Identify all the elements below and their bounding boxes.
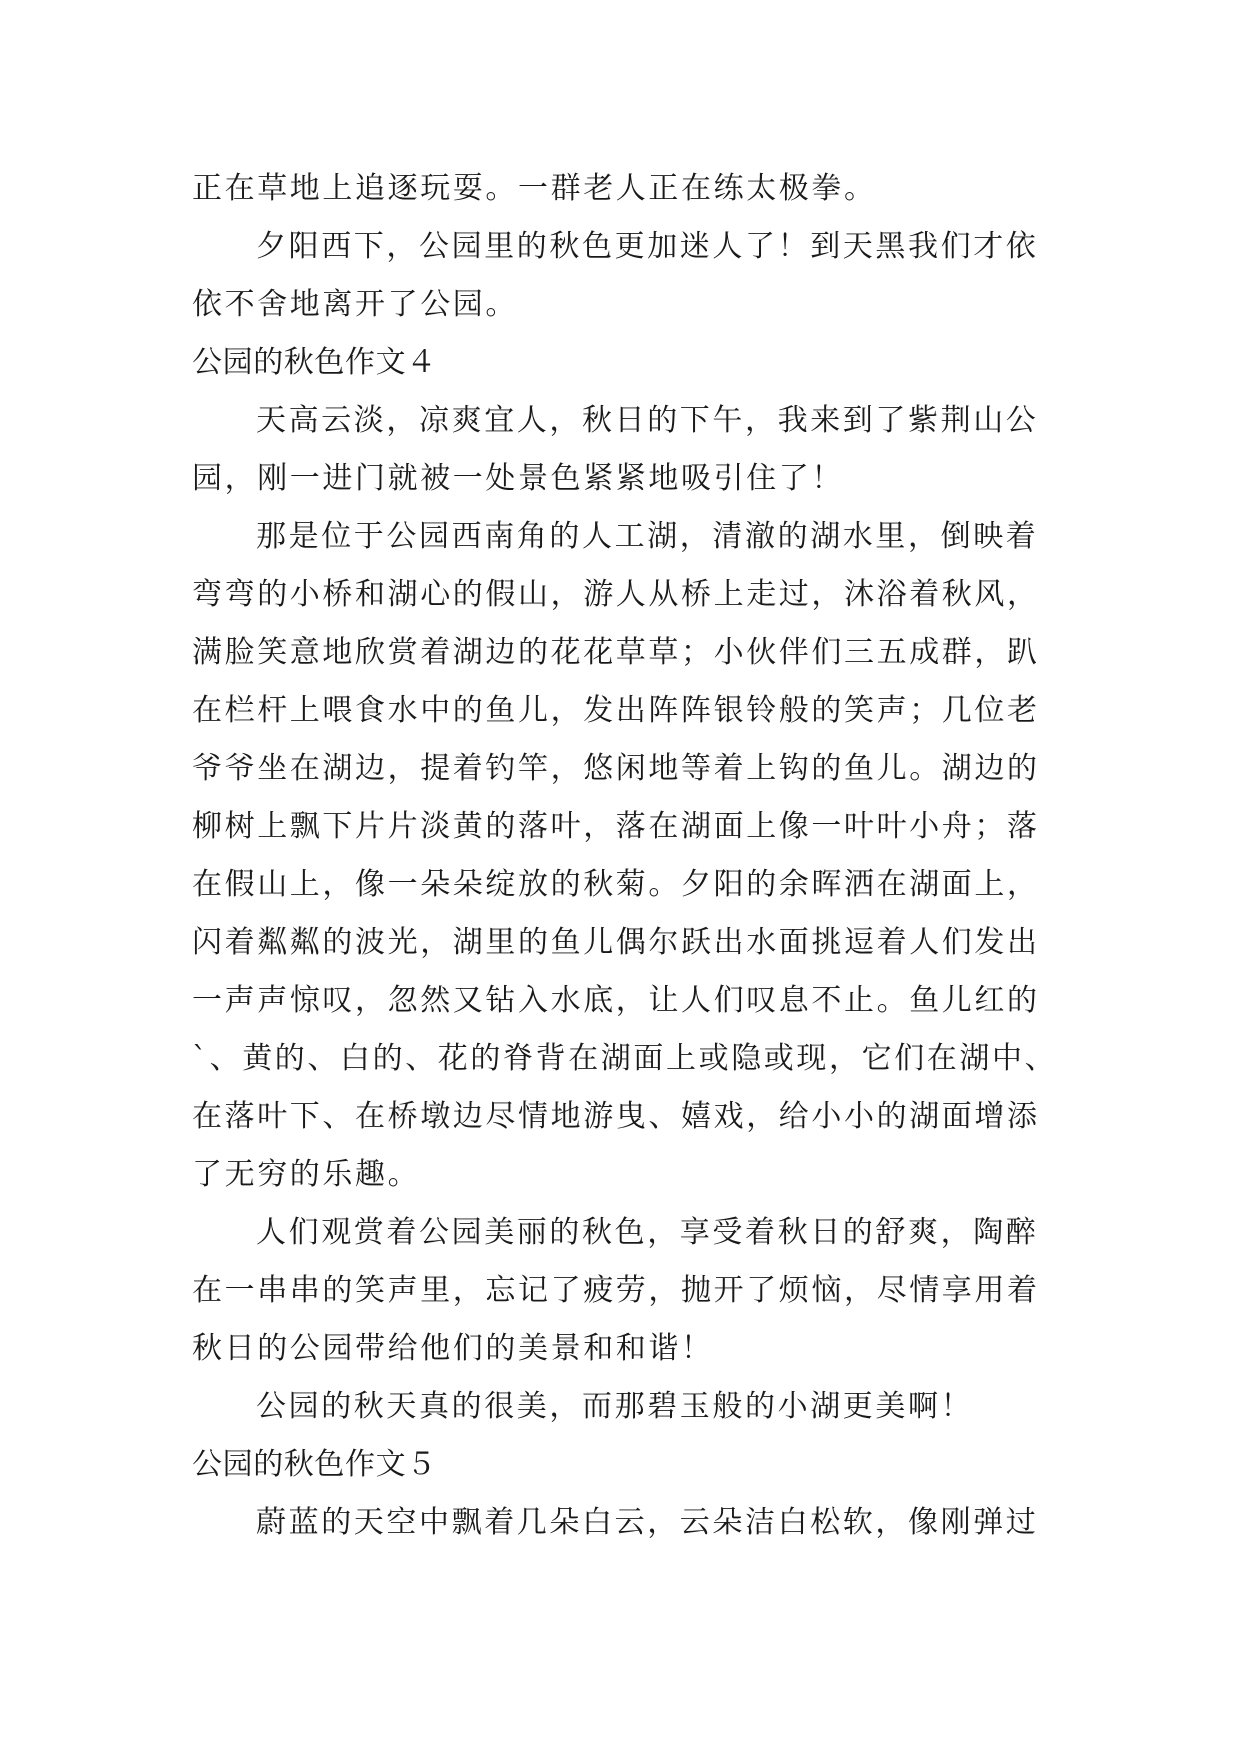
text-line: `、黄的、白的、花的脊背在湖面上或隐或现，它们在湖中、 xyxy=(192,1041,1058,1076)
section-heading-4: 公园的秋色作文４ xyxy=(192,345,437,380)
text-line: 园，刚一进门就被一处景色紧紧地吸引住了！ xyxy=(192,461,844,496)
paragraph-first-line: 人们观赏着公园美丽的秋色，享受着秋日的舒爽，陶醉 xyxy=(256,1215,1039,1250)
paragraph-first-line: 那是位于公园西南角的人工湖，清澈的湖水里，倒映着 xyxy=(256,519,1039,554)
text-line: 在一串串的笑声里，忘记了疲劳，抛开了烦恼，尽情享用着 xyxy=(192,1273,1040,1308)
text-line: 在假山上，像一朵朵绽放的秋菊。夕阳的余晖洒在湖面上， xyxy=(192,867,1040,902)
paragraph-first-line: 公园的秋天真的很美，而那碧玉般的小湖更美啊！ xyxy=(256,1389,974,1424)
section-heading-5: 公园的秋色作文５ xyxy=(192,1447,437,1482)
text-line: 爷爷坐在湖边，提着钓竿，悠闲地等着上钩的鱼儿。湖边的 xyxy=(192,751,1040,786)
text-line: 满脸笑意地欣赏着湖边的花花草草；小伙伴们三五成群，趴 xyxy=(192,635,1040,670)
text-line: 在落叶下、在桥墩边尽情地游曳、嬉戏，给小小的湖面增添 xyxy=(192,1099,1040,1134)
text-line: 闪着粼粼的波光，湖里的鱼儿偶尔跃出水面挑逗着人们发出 xyxy=(192,925,1040,960)
essay-body xyxy=(192,160,1062,1552)
paragraph-first-line: 蔚蓝的天空中飘着几朵白云，云朵洁白松软，像刚弹过 xyxy=(256,1505,1039,1540)
paragraph-first-line: 天高云淡，凉爽宜人，秋日的下午，我来到了紫荆山公 xyxy=(256,403,1039,438)
text-line: 秋日的公园带给他们的美景和和谐！ xyxy=(192,1331,714,1366)
text-line: 一声声惊叹，忽然又钻入水底，让人们叹息不止。鱼儿红的 xyxy=(192,983,1040,1018)
text-line: 了无穷的乐趣。 xyxy=(192,1157,421,1192)
text-line: 在栏杆上喂食水中的鱼儿，发出阵阵银铃般的笑声；几位老 xyxy=(192,693,1040,728)
paragraph-first-line: 夕阳西下，公园里的秋色更加迷人了！到天黑我们才依 xyxy=(256,229,1039,264)
text-line: 弯弯的小桥和湖心的假山，游人从桥上走过，沐浴着秋风， xyxy=(192,577,1040,612)
text-line: 依不舍地离开了公园。 xyxy=(192,287,518,322)
text-line: 柳树上飘下片片淡黄的落叶，落在湖面上像一叶叶小舟；落 xyxy=(192,809,1040,844)
text-line: 正在草地上追逐玩耍。一群老人正在练太极拳。 xyxy=(192,171,877,206)
